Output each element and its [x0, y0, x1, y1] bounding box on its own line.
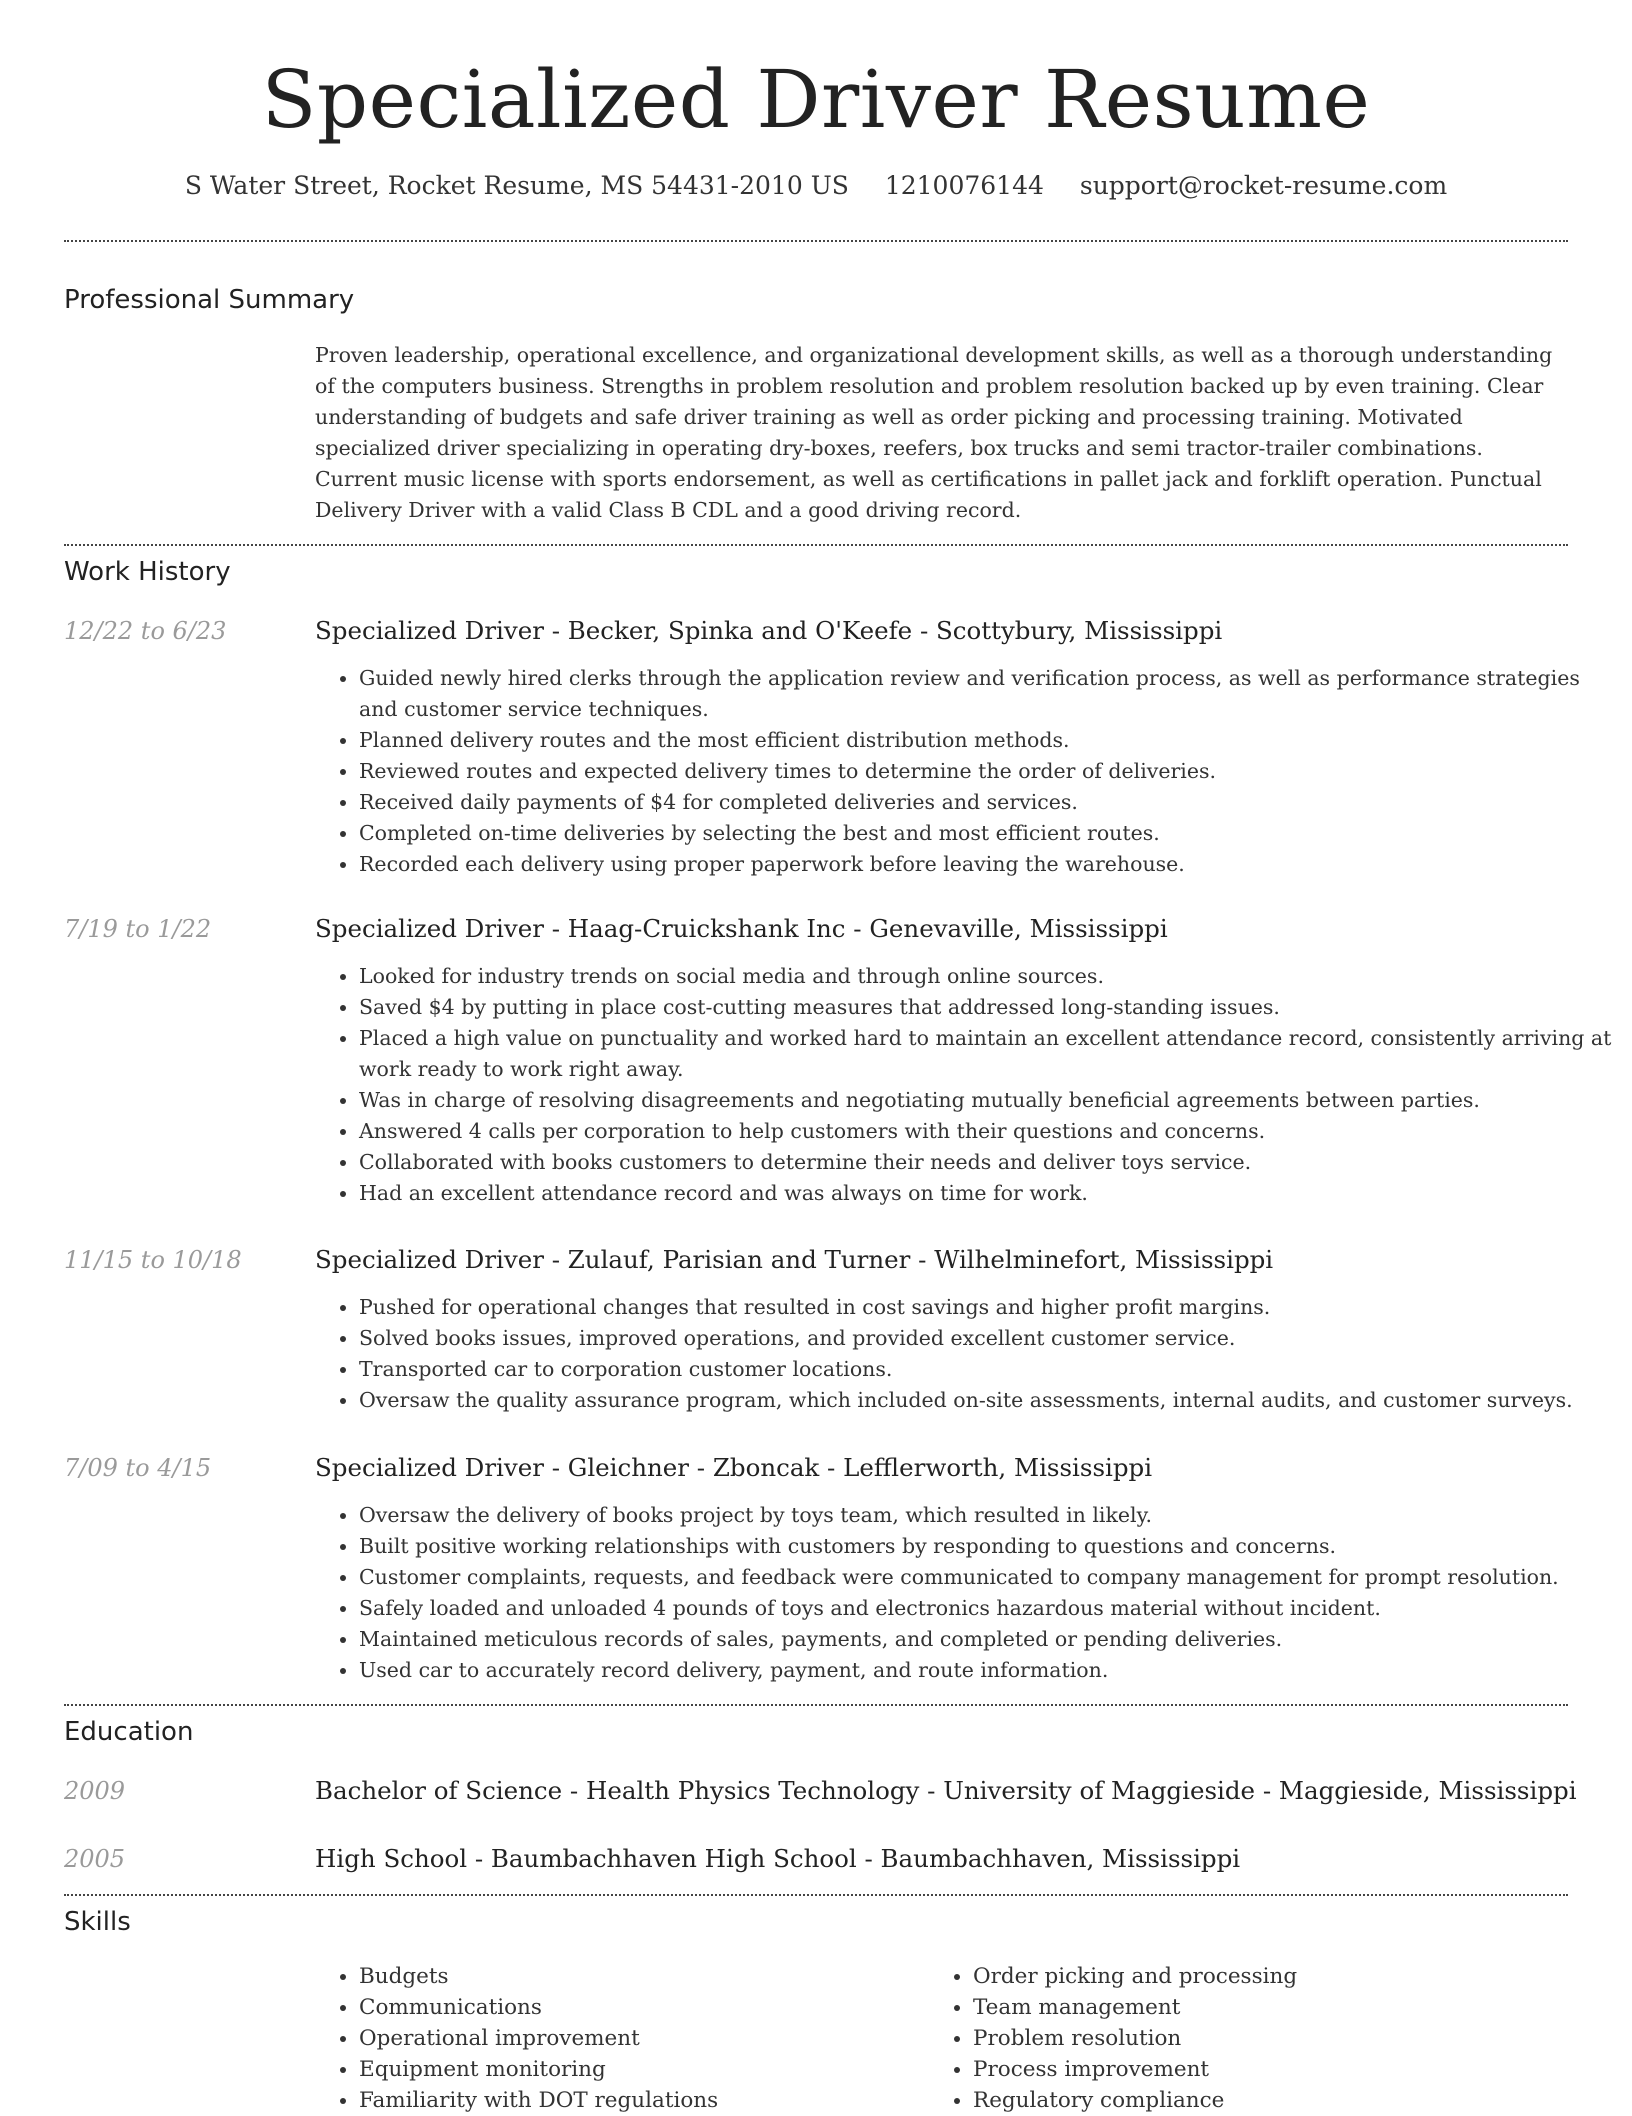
job-date: 7/19 to 1/22 — [64, 915, 212, 943]
job-heading: Specialized Driver - Becker, Spinka and O'Keefe - Scottybury, Mississippi — [315, 616, 1223, 645]
divider — [64, 544, 1568, 546]
section-title-work: Work History — [64, 557, 231, 587]
job-bullet: • Built positive working relationships with customers by responding to questions and concerns. — [359, 1531, 1614, 1562]
job-bullet: • Maintained meticulous records of sales, payments, and completed or pending deliveries. — [359, 1624, 1614, 1655]
skill-item: • Familiarity with DOT regulations — [359, 2085, 939, 2116]
job-bullet: • Looked for industry trends on social media and through online sources. — [359, 961, 1614, 992]
job-bullet: • Oversaw the quality assurance program, which included on-site assessments, internal audits, and customer surveys. — [359, 1385, 1614, 1416]
job-date: 12/22 to 6/23 — [64, 617, 227, 645]
job-bullet: • Oversaw the delivery of books project by toys team, which resulted in likely. — [359, 1500, 1614, 1531]
section-title-skills: Skills — [64, 1907, 131, 1937]
skill-item: • Process improvement — [973, 2054, 1573, 2085]
job-bullet: • Guided newly hired clerks through the application review and verification process, as well as performance strategies and customer service techniques. — [359, 663, 1614, 725]
job-bullet: • Reviewed routes and expected delivery times to determine the order of deliveries. — [359, 756, 1614, 787]
job-heading: Specialized Driver - Gleichner - Zboncak - Lefflerworth, Mississippi — [315, 1453, 1153, 1482]
job-bullet: • Recorded each delivery using proper paperwork before leaving the warehouse. — [359, 849, 1614, 880]
education-heading: High School - Baumbachhaven High School - Baumbachhaven, Mississippi — [315, 1844, 1241, 1873]
phone: 1210076144 — [884, 171, 1044, 200]
job-bullet: • Answered 4 calls per corporation to help customers with their questions and concerns. — [359, 1116, 1614, 1147]
job-bullets — [315, 1500, 1614, 1686]
job-bullet: • Placed a high value on punctuality and worked hard to maintain an excellent attendance record, consistently arriving at work ready to work right away. — [359, 1023, 1614, 1085]
skill-item: • Regulatory compliance — [973, 2085, 1573, 2116]
section-title-education: Education — [64, 1717, 194, 1747]
job-bullet: • Safely loaded and unloaded 4 pounds of toys and electronics hazardous material without incident. — [359, 1593, 1614, 1624]
job-bullet: • Pushed for operational changes that resulted in cost savings and higher profit margins. — [359, 1292, 1614, 1323]
skill-item: • Communications — [359, 1992, 939, 2023]
job-bullet: • Planned delivery routes and the most efficient distribution methods. — [359, 725, 1614, 756]
skill-item: • Budgets — [359, 1961, 939, 1992]
skill-item: • Equipment monitoring — [359, 2054, 939, 2085]
job-date: 7/09 to 4/15 — [64, 1454, 212, 1482]
email[interactable]: support@rocket-resume.com — [1079, 171, 1448, 200]
skill-item: • Problem resolution — [973, 2023, 1573, 2054]
summary-text: Proven leadership, operational excellence, and organizational development skills, as well as a thorough understanding of the computers business. Strengths in problem resolution and problem resolution backed up by even training. Clear understanding of budgets and safe driver training as well as order picking and processing training. Motivated specialized driver specializing in operating dry-boxes, reefers, box trucks and semi tractor-trailer combinations. Current music license with sports endorsement, as well as certifications in pallet jack and forklift operation. Punctual Delivery Driver with a valid Class B CDL and a good driving record. — [315, 343, 1553, 522]
skill-item: • Order picking and processing — [973, 1961, 1573, 1992]
job-bullet: • Transported car to corporation customer locations. — [359, 1354, 1614, 1385]
job-bullet: • Completed on-time deliveries by selecting the best and most efficient routes. — [359, 818, 1614, 849]
resume-title: Specialized Driver Resume — [261, 53, 1371, 146]
skills-list-right — [929, 1961, 1573, 2116]
job-heading: Specialized Driver - Haag-Cruickshank Inc - Genevaville, Mississippi — [315, 914, 1168, 943]
divider — [64, 1894, 1568, 1896]
job-bullet: • Saved $4 by putting in place cost-cutting measures that addressed long-standing issues. — [359, 992, 1614, 1023]
job-bullets — [315, 1292, 1614, 1416]
address: S Water Street, Rocket Resume, MS 54431-2010 US — [184, 171, 849, 200]
contact-line — [0, 168, 1632, 204]
job-bullet: • Used car to accurately record delivery, payment, and route information. — [359, 1655, 1614, 1686]
skill-item: • Operational improvement — [359, 2023, 939, 2054]
section-title-summary: Professional Summary — [64, 285, 355, 315]
job-bullet: • Was in charge of resolving disagreements and negotiating mutually beneficial agreements between parties. — [359, 1085, 1614, 1116]
job-bullet: • Collaborated with books customers to determine their needs and deliver toys service. — [359, 1147, 1614, 1178]
job-bullet: • Received daily payments of $4 for completed deliveries and services. — [359, 787, 1614, 818]
job-heading: Specialized Driver - Zulauf, Parisian and Turner - Wilhelminefort, Mississippi — [315, 1245, 1274, 1274]
job-bullet: • Solved books issues, improved operations, and provided excellent customer service. — [359, 1323, 1614, 1354]
divider — [64, 240, 1568, 242]
job-bullets — [315, 663, 1614, 880]
skills-list-left — [315, 1961, 939, 2116]
job-bullet: • Had an excellent attendance record and was always on time for work. — [359, 1178, 1614, 1209]
education-year: 2009 — [64, 1777, 126, 1805]
education-year: 2005 — [64, 1845, 126, 1873]
job-date: 11/15 to 10/18 — [64, 1246, 242, 1274]
job-bullet: • Customer complaints, requests, and feedback were communicated to company management for prompt resolution. — [359, 1562, 1614, 1593]
divider — [64, 1704, 1568, 1706]
education-heading: Bachelor of Science - Health Physics Technology - University of Maggieside - Maggieside, Mississippi — [315, 1776, 1577, 1805]
job-bullets — [315, 961, 1614, 1209]
skill-item: • Team management — [973, 1992, 1573, 2023]
